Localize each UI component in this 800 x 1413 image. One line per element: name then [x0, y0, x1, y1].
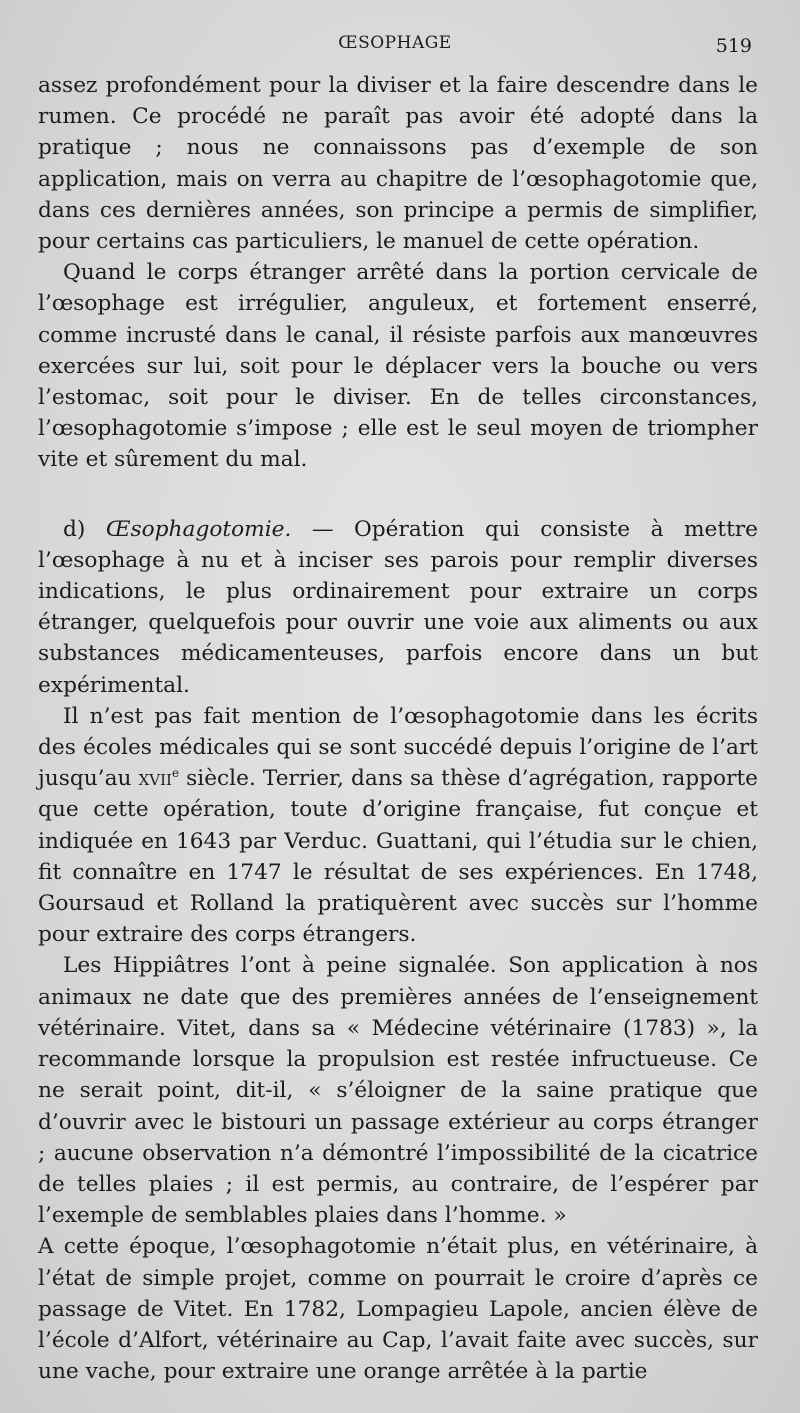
- body-text: [38, 70, 758, 1387]
- running-title: ŒSOPHAGE: [338, 33, 452, 53]
- paragraph-2: Quand le corps étranger arrêté dans la portion cervicale de l’œsophage est irrégulier, anguleux, et fortement enserré, comme incrusté dans le canal, il résiste parfois aux manœuvres exercées sur lui, soit pour le déplacer vers la bouche ou vers l’estomac, soit pour le diviser. En de telles circonstances, l’œsophagotomie s’impose ; elle est le seul moyen de triompher vite et sûrement du mal.: [38, 260, 758, 473]
- section-title: Œsophagotomie.: [105, 516, 292, 542]
- paragraph-6: A cette époque, l’œsophagotomie n’était plus, en vétérinaire, à l’état de simple projet, comme on pourrait le croire d’après ce passage de Vitet. En 1782, Lompagieu Lapole, ancien élève de l’école d’Alfort, vétérinaire au Cap, l’avait faite avec succès, sur une vache, pour extraire une orange arrêtée à la partie: [38, 1234, 758, 1385]
- paragraph-3: [38, 514, 758, 701]
- section-letter: d): [63, 516, 106, 542]
- century-superscript: e: [171, 766, 180, 781]
- paragraph-1: assez profondément pour la diviser et la faire descendre dans le rumen. Ce procédé ne paraît pas avoir été adopté dans la pratique ; nous ne connaissons pas d’exemple de son application, mais on verra au chapitre de l’œsophagotomie que, dans ces dernières années, son principe a permis de simplifier, pour certains cas particuliers, le manuel de cette opération.: [38, 73, 758, 255]
- paragraph-4-end: siècle. Terrier, dans sa thèse d’agrégation, rapporte que cette opération, toute d’origine française, fut conçue et indiquée en 1643 par Verduc. Guattani, qui l’étudia sur le chien, fit connaître en 1747 le résultat de ses expériences. En 1748, Goursaud et Rolland la pratiquèrent avec succès sur l’homme pour extraire des corps étrangers.: [38, 766, 759, 948]
- paragraph-4-start: Il n’est pas fait mention de l’œsophagotomie dans les écrits des écoles médicales qui se sont succédé depuis l’origine de l’art jusqu’au: [38, 703, 758, 792]
- paragraph-4: [38, 701, 758, 951]
- running-head: [0, 33, 800, 61]
- paragraph-5: Les Hippiâtres l’ont à peine signalée. Son application à nos animaux ne date que des premières années de l’enseignement vétérinaire. Vitet, dans sa « Médecine vétérinaire (1783) », la recommande lorsque la propulsion est restée infructueuse. Ce ne serait point, dit-il, « s’éloigner de la saine pratique que d’ouvrir avec le bistouri un passage extérieur au corps étranger ; aucune observation n’a démontré l’impossibilité de la cicatrice de telles plaies ; il est permis, au contraire, de l’espérer par l’exemple de semblables plaies dans l’homme. »: [38, 953, 758, 1229]
- century-numeral: xvii: [138, 766, 172, 792]
- page-number: 519: [715, 35, 752, 57]
- section-definition: — Opération qui consiste à mettre l’œsophage à nu et à inciser ses parois pour remplir diverses indications, le plus ordinairement pour extraire un corps étranger, quelquefois pour ouvrir une voie aux aliments ou aux substances médicamenteuses, parfois encore dans un but expérimental.: [38, 516, 758, 698]
- section-gap: [38, 476, 758, 514]
